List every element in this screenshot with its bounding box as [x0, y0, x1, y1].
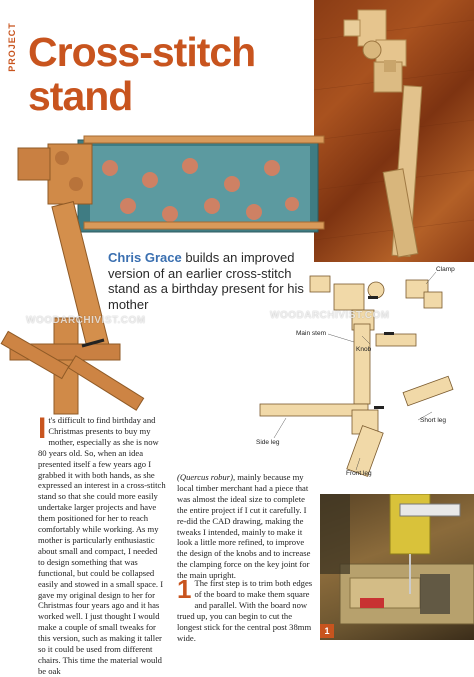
- section-label: PROJECT: [7, 22, 17, 72]
- article-title: [28, 30, 328, 118]
- drop-cap: I: [38, 412, 47, 445]
- exploded-diagram: [256, 262, 474, 480]
- label-front-leg: Front leg: [346, 470, 372, 477]
- watermark-left: WOODARCHIVIST.COM: [26, 315, 146, 326]
- stand-closeup-illustration: [314, 0, 474, 262]
- title-line-1: Cross-stitch: [28, 29, 256, 75]
- photo-bandsaw: [320, 494, 474, 640]
- step-text: The first step is to trim both edges of the board to make them square and parallel. With the board now trued up, you can begin to cut the longest stick for the central post 38mm wide.: [177, 578, 313, 643]
- author-name: Chris Grace: [108, 250, 182, 265]
- photo-number-badge: 1: [320, 624, 334, 638]
- body-column-1: [38, 412, 166, 677]
- watermark-right: WOODARCHIVIST.COM: [270, 310, 390, 321]
- step-number: 1: [177, 574, 192, 604]
- bandsaw-illustration: [320, 494, 474, 640]
- step-1: [177, 574, 313, 643]
- body-column-2: [177, 472, 313, 581]
- photo-stand-closeup: [314, 0, 474, 262]
- exploded-diagram-drawing: [256, 262, 474, 480]
- body-col2-text: , mainly because my local timber merchant had a piece that was almost the ideal size to complete the entire project if I cut it carefully. I re-did the CAD drawing, making the tweaks I intended, mainly to make it look a little more refined, to improve the design of the knobs and to increase the clamping force on the key joint for the main upright.: [177, 472, 311, 581]
- label-main-stem: Main stem: [296, 330, 326, 337]
- label-short-leg: Short leg: [420, 417, 447, 424]
- title-line-2: stand: [28, 73, 133, 119]
- label-side-leg: Side leg: [256, 439, 280, 446]
- label-knob: Knob: [356, 346, 372, 353]
- latin-name: (Quercus robur): [177, 472, 233, 482]
- section-tab: [0, 0, 18, 118]
- label-clamp: Clamp: [436, 266, 455, 273]
- body-col1-text: t's difficult to find birthday and Christmas presents to buy my mother, especially as she is now 80 years old. So, when an idea presented itself a few years ago I grabbed it with both hands, as she expressed an interest in a cross-stitch stand so that she could more easily undertake larger projects and have them positioned for her to reach comfortably while working. As my mother is particularly enthusiastic about small and compact, I needed to design something that was functional, but could be collapsed easily and stowed in a small space. I gave my original design to her for Christmas four years ago and it has worked well. I just thought I would make a couple of small tweaks for this version, such as making it taller so it could be used from different chairs. This time the material would be oak: [38, 415, 166, 676]
- intro-text: builds an improved version of an earlier cross-stitch stand as a birthday present for his mother: [108, 250, 304, 312]
